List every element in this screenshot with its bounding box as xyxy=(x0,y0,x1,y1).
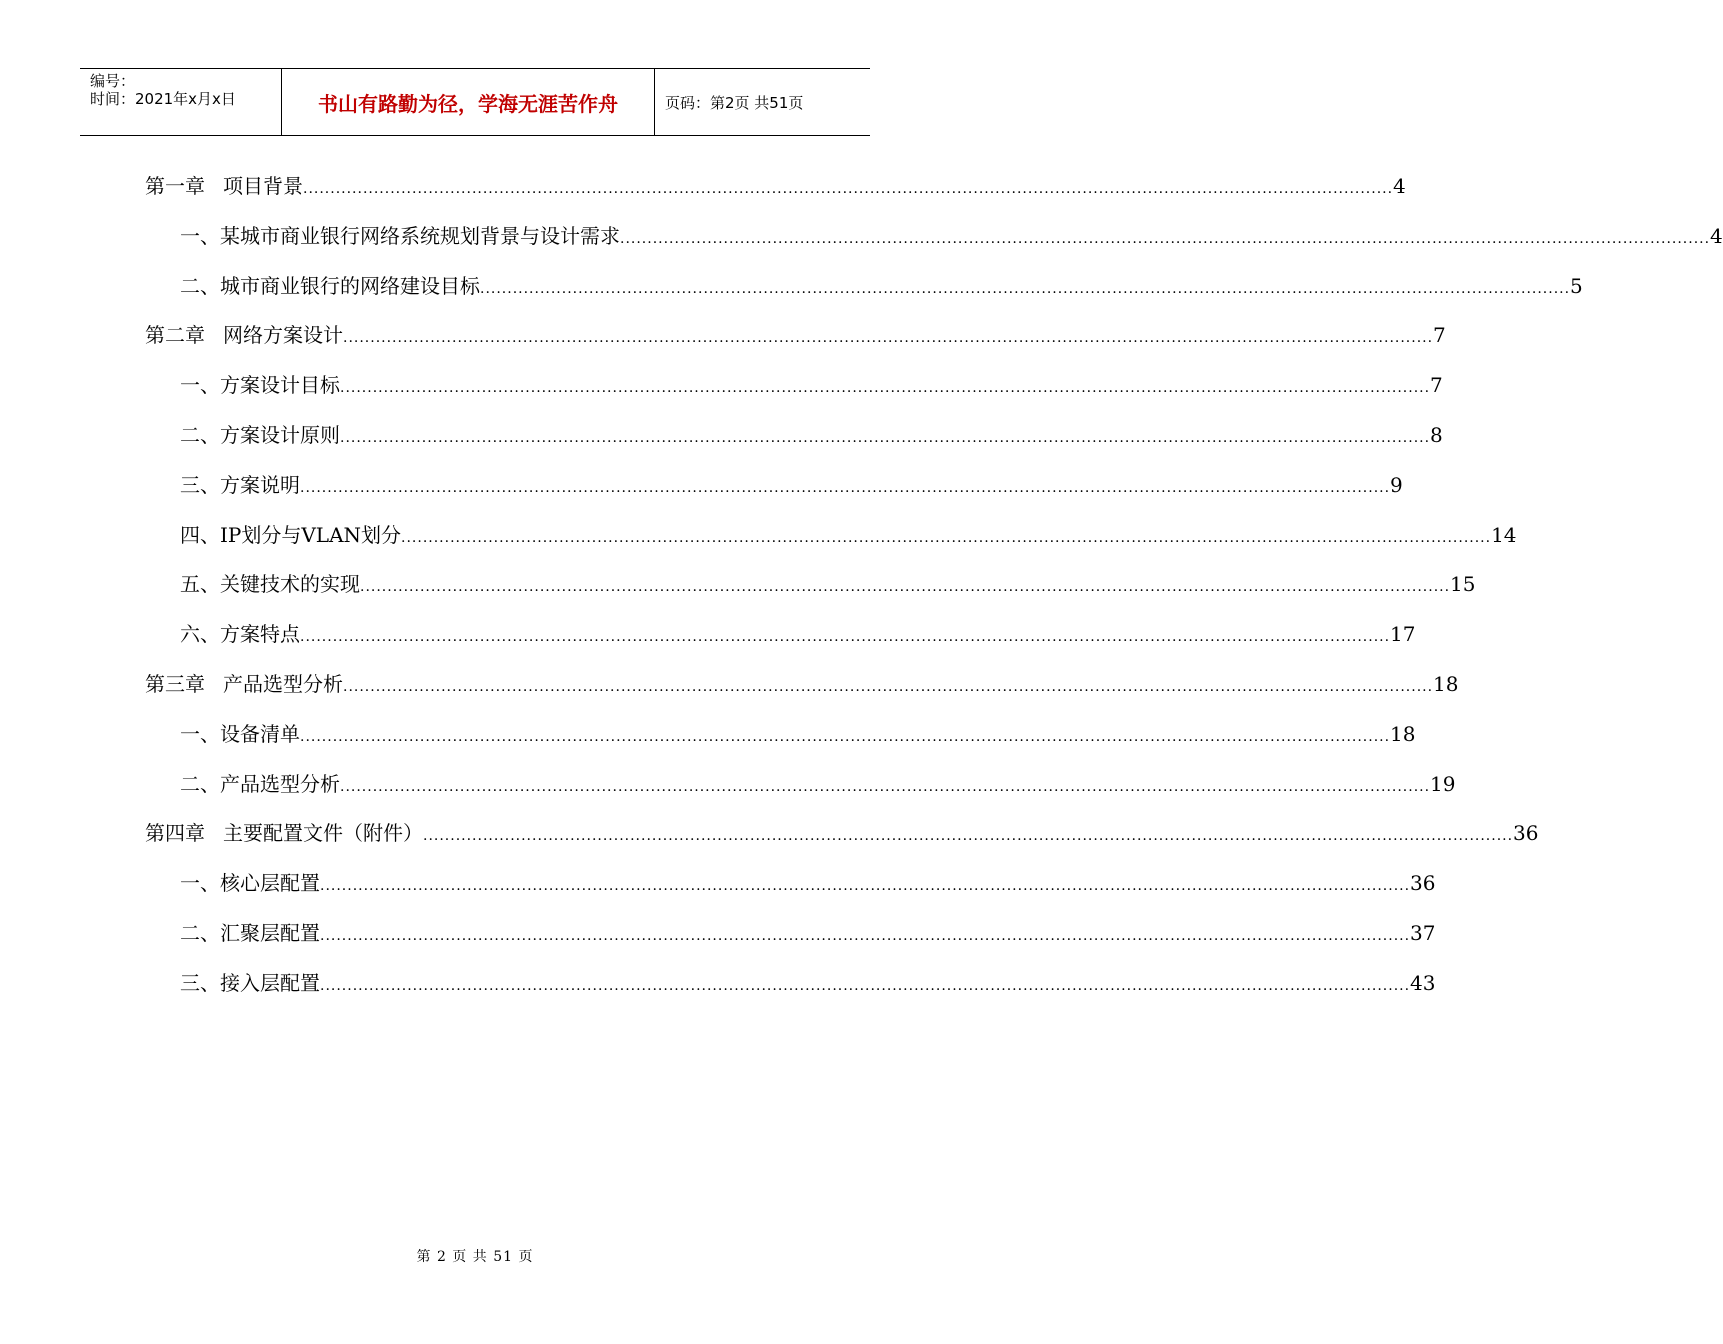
toc-page-number: 18 xyxy=(1390,721,1416,746)
toc-title-text: 一、方案设计目标 xyxy=(180,373,340,398)
toc-dot-leader: ........................................................................................................................................................................................................ xyxy=(340,778,1431,795)
toc-title-text: 三、方案说明 xyxy=(180,472,300,497)
toc-entry-title xyxy=(180,419,340,448)
toc-dot-leader: ........................................................................................................................................................................................................ xyxy=(401,529,1492,546)
toc-entry-title xyxy=(145,817,423,846)
toc-title-text: 主要配置文件（附件） xyxy=(223,821,423,846)
toc-page-number: 36 xyxy=(1513,821,1539,846)
toc-entry-title xyxy=(180,768,340,797)
toc-entry[interactable] xyxy=(145,668,1459,698)
header-date-label: 时间：2021年x月x日 xyxy=(90,90,236,108)
toc-dot-leader: ........................................................................................................................................................................................................ xyxy=(620,230,1711,247)
toc-page-number: 7 xyxy=(1433,323,1446,348)
toc-entry[interactable] xyxy=(180,469,1403,499)
toc-entry[interactable] xyxy=(180,419,1443,449)
toc-title-text: 一、设备清单 xyxy=(180,721,300,746)
toc-dot-leader: ........................................................................................................................................................................................................ xyxy=(320,878,1411,895)
toc-page-number: 15 xyxy=(1450,572,1476,597)
toc-dot-leader: ........................................................................................................................................................................................................ xyxy=(343,679,1434,695)
toc-title-text: 三、接入层配置 xyxy=(180,970,320,995)
toc-dot-leader: ........................................................................................................................................................................................................ xyxy=(320,928,1411,944)
toc-title-text: 二、城市商业银行的网络建设目标 xyxy=(180,273,480,298)
toc-page-number: 43 xyxy=(1410,970,1436,995)
toc-entry[interactable] xyxy=(145,319,1446,349)
toc-page-number: 7 xyxy=(1430,373,1443,398)
toc-title-text: 网络方案设计 xyxy=(223,323,343,348)
toc-page-number: 18 xyxy=(1433,672,1459,696)
toc-entry-title xyxy=(180,519,401,548)
toc-entry-title xyxy=(145,668,343,697)
toc-dot-leader: ........................................................................................................................................................................................................ xyxy=(340,380,1431,397)
toc-title-text: 产品选型分析 xyxy=(223,672,343,696)
toc-entry-title xyxy=(145,170,303,199)
header-number-label: 编号： xyxy=(90,72,136,90)
toc-title-text: 一、某城市商业银行网络系统规划背景与设计需求 xyxy=(180,223,620,248)
toc-dot-leader: ........................................................................................................................................................................................................ xyxy=(423,828,1514,845)
toc-entry-title xyxy=(145,319,343,348)
toc-dot-leader: ........................................................................................................................................................................................................ xyxy=(300,728,1391,745)
toc-page-number: 5 xyxy=(1570,273,1583,298)
toc-dot-leader: ........................................................................................................................................................................................................ xyxy=(340,430,1431,446)
toc-entry[interactable] xyxy=(180,519,1517,549)
toc-dot-leader: ........................................................................................................................................................................................................ xyxy=(303,181,1394,197)
toc-entry[interactable] xyxy=(180,568,1476,598)
toc-page-number: 17 xyxy=(1390,622,1416,647)
toc-title-text: 项目背景 xyxy=(223,174,303,198)
toc-page-number: 14 xyxy=(1491,522,1517,547)
toc-entry-title xyxy=(180,469,300,498)
toc-dot-leader: ........................................................................................................................................................................................................ xyxy=(320,977,1411,994)
toc-entry-title xyxy=(180,967,320,996)
toc-page-number: 36 xyxy=(1410,871,1436,896)
toc-page-number: 9 xyxy=(1390,472,1403,497)
toc-entry[interactable] xyxy=(145,170,1406,200)
toc-page-number: 19 xyxy=(1430,771,1456,796)
toc-title-text: 六、方案特点 xyxy=(180,622,300,647)
toc-entry[interactable] xyxy=(180,718,1416,748)
toc-entry[interactable] xyxy=(180,867,1436,897)
toc-title-text: 五、关键技术的实现 xyxy=(180,572,360,597)
toc-title-text: 一、核心层配置 xyxy=(180,871,320,896)
toc-page-number: 4 xyxy=(1710,223,1723,248)
toc-title-text: 四、IP划分与VLAN划分 xyxy=(180,522,402,547)
page-footer: 第 2 页 共 51 页 xyxy=(416,1249,534,1265)
toc-chapter-prefix: 第二章 xyxy=(145,323,205,348)
toc-chapter-prefix: 第三章 xyxy=(145,672,205,696)
toc-title-text: 二、汇聚层配置 xyxy=(180,921,320,945)
toc-entry-title xyxy=(180,618,300,647)
toc-entry[interactable] xyxy=(180,618,1416,648)
header-page-info: 页码：第2页 共51页 xyxy=(665,93,804,112)
toc-chapter-prefix: 第一章 xyxy=(145,174,205,198)
toc-entry[interactable] xyxy=(145,817,1539,847)
toc-entry-title xyxy=(180,867,320,896)
toc-page-number: 4 xyxy=(1393,174,1406,198)
toc-dot-leader: ........................................................................................................................................................................................................ xyxy=(360,579,1451,596)
toc-entry[interactable] xyxy=(180,967,1436,997)
toc-dot-leader: ........................................................................................................................................................................................................ xyxy=(300,479,1391,496)
toc-dot-leader: ........................................................................................................................................................................................................ xyxy=(300,629,1391,646)
toc-entry-title xyxy=(180,568,360,597)
toc-title-text: 二、方案设计原则 xyxy=(180,423,340,447)
toc-entry[interactable] xyxy=(180,220,1723,250)
toc-entry-title xyxy=(180,220,620,249)
toc-entry[interactable] xyxy=(180,917,1436,947)
header-motto: 书山有路勤为径，学海无涯苦作舟 xyxy=(282,69,655,135)
toc-chapter-prefix: 第四章 xyxy=(145,821,205,846)
toc-title-text: 二、产品选型分析 xyxy=(180,771,340,796)
toc-dot-leader: ........................................................................................................................................................................................................ xyxy=(480,280,1571,297)
toc-page-number: 37 xyxy=(1410,921,1436,945)
toc-entry-title xyxy=(180,718,300,747)
toc-entry-title xyxy=(180,369,340,398)
toc-entry[interactable] xyxy=(180,270,1583,300)
toc-page-number: 8 xyxy=(1430,423,1443,447)
toc-entry[interactable] xyxy=(180,768,1456,798)
toc-entry-title xyxy=(180,270,480,299)
toc-entry[interactable] xyxy=(180,369,1443,399)
toc-dot-leader: ........................................................................................................................................................................................................ xyxy=(343,330,1434,347)
toc-entry-title xyxy=(180,917,320,946)
